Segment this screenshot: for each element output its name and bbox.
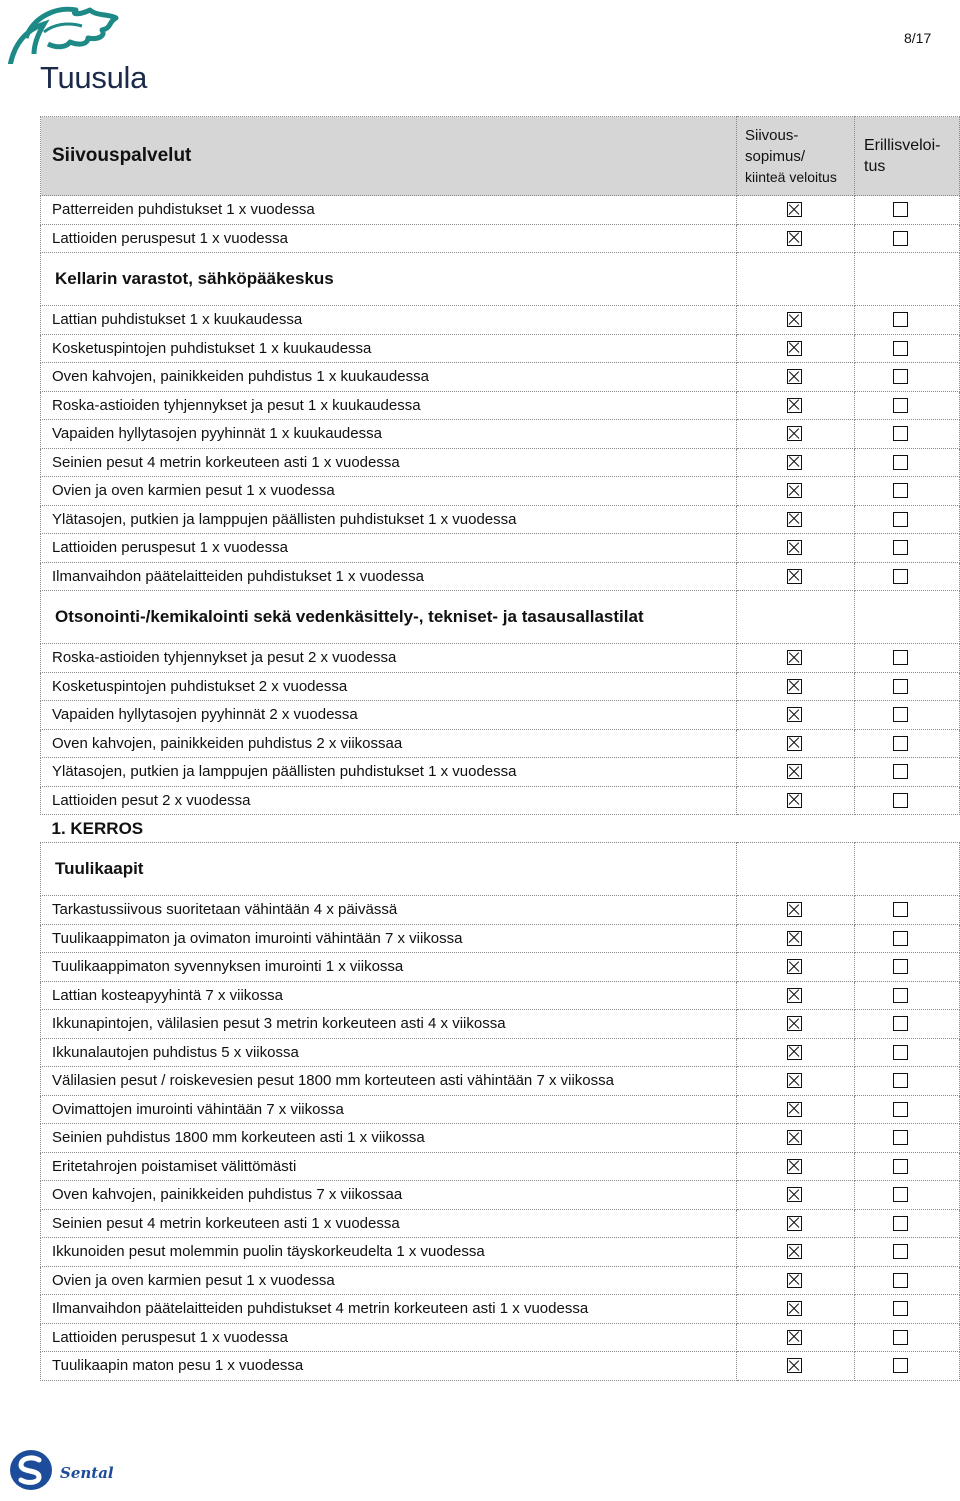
- contract-checkbox[interactable]: [787, 736, 802, 751]
- separate-checkbox[interactable]: [893, 1330, 908, 1345]
- task-label: Ilmanvaihdon päätelaitteiden puhdistukset 1 x vuodessa: [41, 562, 737, 591]
- separate-checkbox[interactable]: [893, 793, 908, 808]
- column-header-contract-line2: sopimus/: [745, 147, 806, 165]
- separate-cell: [855, 391, 960, 420]
- contract-cell: [737, 391, 855, 420]
- separate-checkbox[interactable]: [893, 679, 908, 694]
- separate-cell: [855, 1209, 960, 1238]
- contract-cell: [737, 1152, 855, 1181]
- task-label: Ikkunoiden pesut molemmin puolin täyskorkeudelta 1 x vuodessa: [41, 1238, 737, 1267]
- contract-cell: [737, 981, 855, 1010]
- contract-cell: [737, 224, 855, 253]
- table-row: [41, 363, 960, 392]
- section-empty-cell: [737, 591, 855, 644]
- table-row: [41, 1152, 960, 1181]
- column-header-separate-line1: Erillisveloi-: [864, 137, 941, 154]
- floor-heading: 1. KERROS: [51, 818, 144, 838]
- contract-cell: [737, 306, 855, 335]
- task-label: Lattioiden peruspesut 1 x vuodessa: [41, 1323, 737, 1352]
- contract-checkbox[interactable]: [787, 1358, 802, 1373]
- table-row: [41, 224, 960, 253]
- separate-checkbox[interactable]: [893, 1159, 908, 1174]
- task-label: Ikkunalautojen puhdistus 5 x viikossa: [41, 1038, 737, 1067]
- contract-checkbox[interactable]: [787, 341, 802, 356]
- oak-leaf-icon: [4, 4, 154, 64]
- separate-cell: [855, 1067, 960, 1096]
- task-label: Ovien ja oven karmien pesut 1 x vuodessa: [41, 1266, 737, 1295]
- table-row: [41, 1095, 960, 1124]
- table-row: [41, 981, 960, 1010]
- table-row: [41, 196, 960, 225]
- separate-checkbox[interactable]: [893, 1187, 908, 1202]
- task-label: Ylätasojen, putkien ja lamppujen päällisten puhdistukset 1 x vuodessa: [41, 505, 737, 534]
- task-label: Seinien pesut 4 metrin korkeuteen asti 1 x vuodessa: [41, 448, 737, 477]
- separate-cell: [855, 701, 960, 730]
- section-title: Otsonointi-/kemikalointi sekä vedenkäsittely-, tekniset- ja tasausallastilat: [41, 591, 737, 644]
- contract-cell: [737, 1352, 855, 1381]
- separate-cell: [855, 672, 960, 701]
- task-label: Ilmanvaihdon päätelaitteiden puhdistukset 4 metrin korkeuteen asti 1 x vuodessa: [41, 1295, 737, 1324]
- table-row: [41, 644, 960, 673]
- separate-cell: [855, 1124, 960, 1153]
- separate-cell: [855, 1152, 960, 1181]
- contract-cell: [737, 758, 855, 787]
- contract-checkbox[interactable]: [787, 569, 802, 584]
- contract-checkbox[interactable]: [787, 455, 802, 470]
- table-row: [41, 1209, 960, 1238]
- separate-cell: [855, 1181, 960, 1210]
- separate-checkbox[interactable]: [893, 569, 908, 584]
- contract-checkbox[interactable]: [787, 398, 802, 413]
- contract-cell: [737, 505, 855, 534]
- separate-checkbox[interactable]: [893, 1273, 908, 1288]
- task-label: Tarkastussiivous suoritetaan vähintään 4 x päivässä: [41, 896, 737, 925]
- contract-cell: [737, 1295, 855, 1324]
- contract-checkbox[interactable]: [787, 369, 802, 384]
- table-title: Siivouspalvelut: [41, 117, 737, 196]
- contract-checkbox[interactable]: [787, 1159, 802, 1174]
- contract-checkbox[interactable]: [787, 312, 802, 327]
- separate-checkbox[interactable]: [893, 1216, 908, 1231]
- separate-cell: [855, 420, 960, 449]
- contract-cell: [737, 196, 855, 225]
- table-row: [41, 334, 960, 363]
- column-header-separate-line2: tus: [864, 158, 886, 175]
- separate-cell: [855, 1038, 960, 1067]
- task-label: Kosketuspintojen puhdistukset 2 x vuodessa: [41, 672, 737, 701]
- floor-heading-row: [41, 815, 960, 843]
- sental-logo-icon: [8, 1448, 58, 1492]
- separate-cell: [855, 477, 960, 506]
- separate-cell: [855, 1238, 960, 1267]
- separate-cell: [855, 562, 960, 591]
- contract-checkbox[interactable]: [787, 1216, 802, 1231]
- contract-cell: [737, 1181, 855, 1210]
- contract-checkbox[interactable]: [787, 1130, 802, 1145]
- separate-checkbox[interactable]: [893, 1130, 908, 1145]
- contract-cell: [737, 786, 855, 815]
- separate-cell: [855, 896, 960, 925]
- task-label: Lattioiden peruspesut 1 x vuodessa: [41, 224, 737, 253]
- separate-cell: [855, 786, 960, 815]
- separate-cell: [855, 505, 960, 534]
- separate-checkbox[interactable]: [893, 202, 908, 217]
- task-label: Ovien ja oven karmien pesut 1 x vuodessa: [41, 477, 737, 506]
- separate-cell: [855, 224, 960, 253]
- table-row: [41, 477, 960, 506]
- table-row: [41, 758, 960, 787]
- section-row: [41, 591, 960, 644]
- task-label: Lattioiden pesut 2 x vuodessa: [41, 786, 737, 815]
- contract-checkbox[interactable]: [787, 931, 802, 946]
- separate-cell: [855, 196, 960, 225]
- separate-checkbox[interactable]: [893, 902, 908, 917]
- tuusula-logo: [4, 4, 154, 96]
- contract-cell: [737, 1209, 855, 1238]
- contract-checkbox[interactable]: [787, 707, 802, 722]
- column-header-contract: [737, 117, 855, 196]
- separate-checkbox[interactable]: [893, 455, 908, 470]
- contract-cell: [737, 672, 855, 701]
- contract-cell: [737, 1038, 855, 1067]
- contract-cell: [737, 924, 855, 953]
- contract-checkbox[interactable]: [787, 1187, 802, 1202]
- table-row: [41, 1038, 960, 1067]
- separate-cell: [855, 534, 960, 563]
- section-empty-cell: [737, 253, 855, 306]
- table-row: [41, 672, 960, 701]
- table-row: [41, 924, 960, 953]
- page-number: 8/17: [904, 30, 932, 46]
- contract-checkbox[interactable]: [787, 426, 802, 441]
- column-header-contract-line3: kiinteä veloitus: [745, 168, 837, 185]
- section-empty-cell: [855, 843, 960, 896]
- separate-cell: [855, 363, 960, 392]
- section-empty-cell: [855, 591, 960, 644]
- table-row: [41, 1323, 960, 1352]
- table-row: [41, 1010, 960, 1039]
- contract-checkbox[interactable]: [787, 1016, 802, 1031]
- table-row: [41, 391, 960, 420]
- task-label: Lattioiden peruspesut 1 x vuodessa: [41, 534, 737, 563]
- contract-checkbox[interactable]: [787, 1301, 802, 1316]
- contract-checkbox[interactable]: [787, 202, 802, 217]
- contract-checkbox[interactable]: [787, 650, 802, 665]
- contract-checkbox[interactable]: [787, 540, 802, 555]
- task-label: Oven kahvojen, painikkeiden puhdistus 7 x viikossaa: [41, 1181, 737, 1210]
- task-label: Patterreiden puhdistukset 1 x vuodessa: [41, 196, 737, 225]
- table-row: [41, 534, 960, 563]
- task-label: Lattian puhdistukset 1 x kuukaudessa: [41, 306, 737, 335]
- section-empty-cell: [855, 253, 960, 306]
- section-row: [41, 843, 960, 896]
- contract-checkbox[interactable]: [787, 902, 802, 917]
- separate-checkbox[interactable]: [893, 650, 908, 665]
- separate-checkbox[interactable]: [893, 1358, 908, 1373]
- contract-cell: [737, 420, 855, 449]
- separate-cell: [855, 1010, 960, 1039]
- footer-brand-text: Sental: [60, 1464, 114, 1482]
- separate-checkbox[interactable]: [893, 512, 908, 527]
- table-row: [41, 786, 960, 815]
- separate-checkbox[interactable]: [893, 341, 908, 356]
- contract-checkbox[interactable]: [787, 793, 802, 808]
- separate-cell: [855, 334, 960, 363]
- table-row: [41, 1067, 960, 1096]
- separate-cell: [855, 953, 960, 982]
- separate-cell: [855, 644, 960, 673]
- separate-cell: [855, 1352, 960, 1381]
- contract-checkbox[interactable]: [787, 512, 802, 527]
- contract-cell: [737, 334, 855, 363]
- contract-cell: [737, 644, 855, 673]
- separate-checkbox[interactable]: [893, 483, 908, 498]
- logo-text: Tuusula: [40, 60, 148, 95]
- table-row: [41, 1295, 960, 1324]
- cleaning-services-table: [40, 116, 960, 1381]
- separate-checkbox[interactable]: [893, 1102, 908, 1117]
- contract-checkbox[interactable]: [787, 764, 802, 779]
- section-title: Tuulikaapit: [41, 843, 737, 896]
- separate-checkbox[interactable]: [893, 231, 908, 246]
- separate-checkbox[interactable]: [893, 1073, 908, 1088]
- separate-checkbox[interactable]: [893, 1301, 908, 1316]
- contract-cell: [737, 953, 855, 982]
- task-label: Vapaiden hyllytasojen pyyhinnät 1 x kuukaudessa: [41, 420, 737, 449]
- task-label: Seinien puhdistus 1800 mm korkeuteen asti 1 x viikossa: [41, 1124, 737, 1153]
- contract-cell: [737, 1266, 855, 1295]
- table-row: [41, 1181, 960, 1210]
- task-label: Välilasien pesut / roiskevesien pesut 1800 mm korteuteen asti vähintään 7 x viikossa: [41, 1067, 737, 1096]
- contract-cell: [737, 1067, 855, 1096]
- separate-cell: [855, 758, 960, 787]
- contract-cell: [737, 1124, 855, 1153]
- table-row: [41, 1124, 960, 1153]
- table-row: [41, 953, 960, 982]
- task-label: Roska-astioiden tyhjennykset ja pesut 2 x vuodessa: [41, 644, 737, 673]
- table-row: [41, 306, 960, 335]
- table-row: [41, 1266, 960, 1295]
- task-label: Ovimattojen imurointi vähintään 7 x viikossa: [41, 1095, 737, 1124]
- contract-checkbox[interactable]: [787, 483, 802, 498]
- separate-checkbox[interactable]: [893, 959, 908, 974]
- table-row: [41, 701, 960, 730]
- contract-cell: [737, 701, 855, 730]
- task-label: Oven kahvojen, painikkeiden puhdistus 1 x kuukaudessa: [41, 363, 737, 392]
- contract-cell: [737, 363, 855, 392]
- contract-cell: [737, 562, 855, 591]
- contract-cell: [737, 1095, 855, 1124]
- task-label: Eritetahrojen poistamiset välittömästi: [41, 1152, 737, 1181]
- contract-checkbox[interactable]: [787, 959, 802, 974]
- separate-checkbox[interactable]: [893, 736, 908, 751]
- table-header-row: [41, 117, 960, 196]
- separate-checkbox[interactable]: [893, 369, 908, 384]
- task-label: Oven kahvojen, painikkeiden puhdistus 2 x viikossaa: [41, 729, 737, 758]
- task-label: Ikkunapintojen, välilasien pesut 3 metrin korkeuteen asti 4 x viikossa: [41, 1010, 737, 1039]
- contract-cell: [737, 729, 855, 758]
- separate-checkbox[interactable]: [893, 398, 908, 413]
- separate-checkbox[interactable]: [893, 426, 908, 441]
- task-label: Ylätasojen, putkien ja lamppujen päällisten puhdistukset 1 x vuodessa: [41, 758, 737, 787]
- task-label: Tuulikaapin maton pesu 1 x vuodessa: [41, 1352, 737, 1381]
- section-title: Kellarin varastot, sähköpääkeskus: [41, 253, 737, 306]
- separate-checkbox[interactable]: [893, 1016, 908, 1031]
- separate-cell: [855, 1295, 960, 1324]
- contract-checkbox[interactable]: [787, 1102, 802, 1117]
- separate-checkbox[interactable]: [893, 312, 908, 327]
- separate-cell: [855, 729, 960, 758]
- table-row: [41, 729, 960, 758]
- contract-checkbox[interactable]: [787, 988, 802, 1003]
- contract-cell: [737, 477, 855, 506]
- separate-checkbox[interactable]: [893, 988, 908, 1003]
- contract-checkbox[interactable]: [787, 1045, 802, 1060]
- separate-checkbox[interactable]: [893, 1244, 908, 1259]
- task-label: Tuulikaappimaton ja ovimaton imurointi vähintään 7 x viikossa: [41, 924, 737, 953]
- separate-cell: [855, 981, 960, 1010]
- task-label: Tuulikaappimaton syvennyksen imurointi 1 x viikossa: [41, 953, 737, 982]
- task-label: Lattian kosteapyyhintä 7 x viikossa: [41, 981, 737, 1010]
- separate-cell: [855, 924, 960, 953]
- table-row: [41, 562, 960, 591]
- contract-cell: [737, 448, 855, 477]
- separate-checkbox[interactable]: [893, 540, 908, 555]
- table-row: [41, 1238, 960, 1267]
- task-label: Vapaiden hyllytasojen pyyhinnät 2 x vuodessa: [41, 701, 737, 730]
- contract-checkbox[interactable]: [787, 1330, 802, 1345]
- separate-checkbox[interactable]: [893, 931, 908, 946]
- contract-checkbox[interactable]: [787, 1273, 802, 1288]
- separate-checkbox[interactable]: [893, 1045, 908, 1060]
- task-label: Kosketuspintojen puhdistukset 1 x kuukaudessa: [41, 334, 737, 363]
- column-header-separate: [855, 117, 960, 196]
- contract-checkbox[interactable]: [787, 231, 802, 246]
- contract-checkbox[interactable]: [787, 679, 802, 694]
- task-label: Roska-astioiden tyhjennykset ja pesut 1 x kuukaudessa: [41, 391, 737, 420]
- contract-cell: [737, 1010, 855, 1039]
- contract-checkbox[interactable]: [787, 1244, 802, 1259]
- separate-cell: [855, 448, 960, 477]
- separate-cell: [855, 306, 960, 335]
- table-row: [41, 420, 960, 449]
- column-header-contract-line1: Siivous-: [745, 126, 799, 144]
- table-row: [41, 1352, 960, 1381]
- section-empty-cell: [737, 843, 855, 896]
- table-row: [41, 448, 960, 477]
- separate-checkbox[interactable]: [893, 764, 908, 779]
- task-label: Seinien pesut 4 metrin korkeuteen asti 1 x vuodessa: [41, 1209, 737, 1238]
- section-row: [41, 253, 960, 306]
- table-row: [41, 505, 960, 534]
- separate-cell: [855, 1323, 960, 1352]
- contract-cell: [737, 1238, 855, 1267]
- contract-checkbox[interactable]: [787, 1073, 802, 1088]
- separate-cell: [855, 1095, 960, 1124]
- contract-cell: [737, 1323, 855, 1352]
- separate-cell: [855, 1266, 960, 1295]
- separate-checkbox[interactable]: [893, 707, 908, 722]
- contract-cell: [737, 896, 855, 925]
- table-row: [41, 896, 960, 925]
- contract-cell: [737, 534, 855, 563]
